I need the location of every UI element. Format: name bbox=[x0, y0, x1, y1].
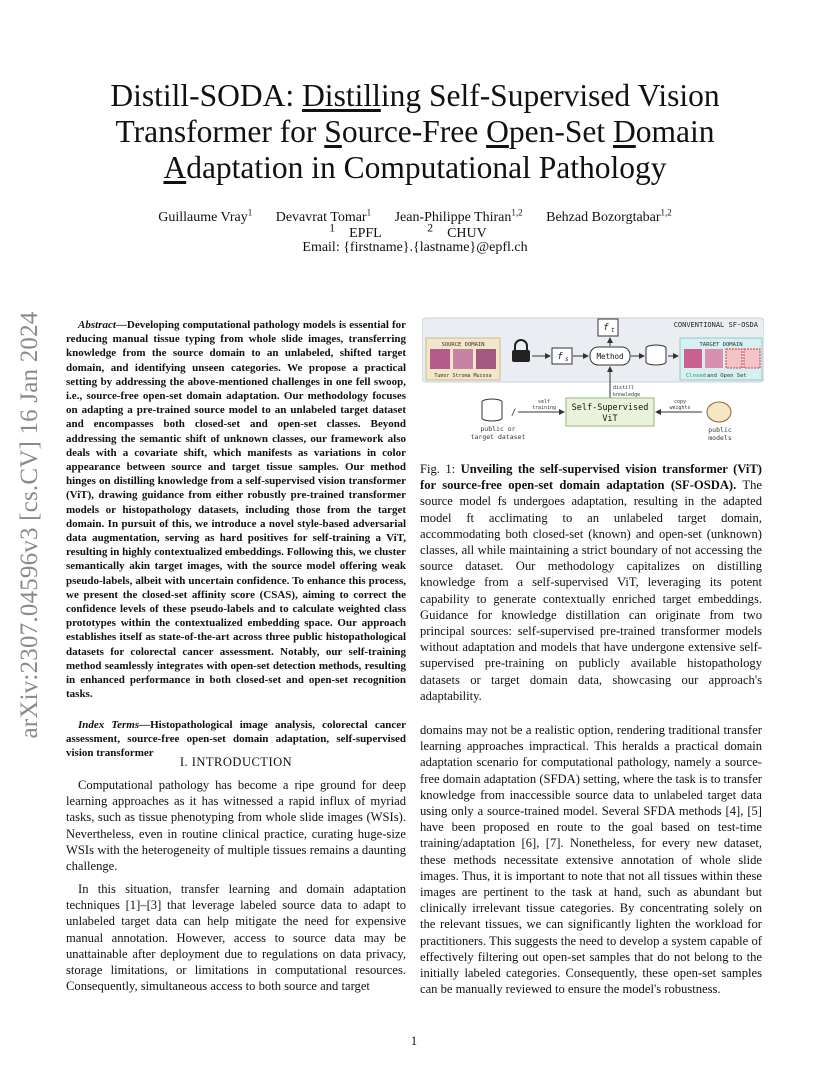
caption-bold: Unveiling the self-supervised vision transformer (ViT) for source-free open-set domain adaptation (SF-OSDA). bbox=[420, 462, 762, 493]
author: Devavrat Tomar$^1$ bbox=[275, 207, 372, 225]
dinosaur-icon bbox=[707, 402, 731, 422]
title-part: ing Self-Supervised Vision bbox=[380, 78, 720, 113]
target-tissue-image bbox=[705, 349, 723, 368]
public-label: public bbox=[708, 426, 732, 434]
ssvit-label: Self-Supervised bbox=[571, 403, 649, 413]
unknown-tissue-image bbox=[726, 349, 742, 368]
method-label: Method bbox=[596, 352, 624, 361]
affiliations bbox=[60, 221, 770, 242]
abstract-text: —Developing computational pathology models is essential for reducing manual tissue typing from whole slide images, transferring knowledge from the source domain to an unlabeled, shifted target domain, and identifying unseen categories. We propose a practical setting by addressing the above-mentioned challenges in one fell swoop, i.e., source-free open-set domain adaptation. Our methodology focuses on adapting a pre-trained source model to an unlabeled target dataset and encompasses both closed-set and open-set classes. Beyond addressing the semantic shift of unknown classes, our framework also deals with a covariate shift, which manifests as variations in color appearance between source and target tissue samples. Our method hinges on distilling knowledge from a self-supervised vision transformer (ViT), drawing guidance from either robustly pre-trained transformer models or histopathology datasets, including those from the target domain. In pursuit of this, we introduce a novel style-based adversarial data augmentation, serving as hard positives for self-training a ViT, resulting in highly contextualized embeddings. Following this, we cluster semantically akin target images, with the source model offering weak pseudo-labels, albeit with uncertain confidence. To enhance this process, we present the closed-set affinity score (CSAS), aiming to correct the confidence levels of these pseudo-labels and to calculate weighted class prototypes within the contextualized embedding space. Our approach establishes itself as state-of-the-art across three public histopathological datasets for colorectal cancer assessment. Notably, our self-training method seamlessly integrates with open-set detection methods, resulting in enhanced performance in both closed-set and open-set recognition tasks. bbox=[66, 319, 406, 701]
copy-label: copy bbox=[673, 399, 687, 405]
intro-paragraph-2: In this situation, transfer learning and domain adaptation techniques [1]–[3] that leverage labeled source data to adapt to unlabeled target data can help mitigate the need for expensive manual annotation. However, access to source data may be unattainable after deployment due to regulations on data privacy, storage limitations, or limitations in computational resources. Consequently, simultaneous access to both source and target bbox=[66, 882, 406, 994]
slash: / bbox=[511, 408, 517, 418]
title-part: ource-Free bbox=[341, 114, 487, 149]
title-part: pen-Set bbox=[508, 114, 613, 149]
target-tissue-image bbox=[684, 349, 702, 368]
training-label: training bbox=[531, 405, 557, 411]
title-part: Distill-SODA: bbox=[110, 78, 303, 113]
title-part: omain bbox=[635, 114, 715, 149]
models-label: models bbox=[708, 434, 732, 442]
author: Jean-Philippe Thiran$^{1,2}$ bbox=[394, 207, 523, 225]
abstract bbox=[66, 318, 406, 701]
page-number: 1 bbox=[410, 1034, 418, 1048]
ft-subscript: t bbox=[611, 327, 615, 334]
knowledge-label: knowledge bbox=[613, 392, 641, 398]
arxiv-id-text: arXiv:2307.04596v3 [cs.CV] 16 Jan 2024 bbox=[16, 311, 43, 739]
self-label: self bbox=[537, 399, 551, 405]
weights-label: weights bbox=[669, 405, 691, 411]
figure-caption bbox=[420, 461, 762, 704]
source-domain-label: SOURCE DOMAIN bbox=[441, 342, 485, 348]
ssvit-label-2: ViT bbox=[602, 414, 618, 424]
figure-1-diagram bbox=[422, 314, 764, 446]
title-part: A bbox=[163, 150, 187, 185]
ft-label: f bbox=[603, 323, 609, 333]
tissue-mucosa-image bbox=[476, 349, 496, 369]
body-paragraph: domains may not be a realistic option, rendering traditional transfer learning approaches impractical. This heralds a practical domain adaptation scenario for computational pathology, namely a source-free domain adaptation (SFDA) setting, where the task is to transfer knowledge from inaccessible source data to unlabeled target data using only a source-trained model. Several SFDA methods [4], [5] have been proposed en route to the goal based on test-time training/adaptation [6], [7]. Nonetheless, for every new dataset, these methods necessitate extensive annotation of whole slide images. Thus, it is important to note that not all tissues within these images are pertinent to the task at hand, such as abundant but clinically irrelevant tissue categories. By concentrating solely on the relevant tissues, we can significantly lighten the workload for practitioners. This suggests the need to develop a system capable of effectively filtering out open-set samples that do not belong to the initially labeled categories. Consequently, these open-set samples can be manually reviewed to ensure the model's robustness. bbox=[420, 723, 762, 997]
conventional-label: CONVENTIONAL SF-OSDA bbox=[673, 321, 758, 329]
title-part: Transformer for bbox=[115, 114, 325, 149]
closed-set-label: Closed bbox=[686, 373, 706, 379]
target-db-body bbox=[646, 348, 666, 365]
title-part: O bbox=[486, 114, 509, 149]
affiliation: $^1$ EPFL bbox=[329, 221, 382, 241]
caption-text: The source model fs undergoes adaptation, resulting in the adapted model ft acclimating to an unlabeled target domain, accommodating both closed-set (known) and open-set (unknown) classes, all while maintaining a strict boundary of not accessing the source dataset. Our methodology capitalizes on distilling knowledge from a self-supervised ViT, leveraging its potent capability to generate contextually enriched target embeddings. Guidance for knowledge distillation can originate from two principal sources: self-supervised pre-trained transformer models without adaptation and models that have undergone extensive self-supervised pre-training on publicly available histopathology datasets or target domain data, showcasing our approach's adaptability. bbox=[420, 478, 762, 703]
paper-title bbox=[70, 78, 760, 186]
tissue-tumor-image bbox=[430, 349, 450, 369]
lock-icon bbox=[512, 350, 530, 362]
tissue-stroma-image bbox=[453, 349, 473, 369]
index-terms-text: —Histopathological image analysis, colorectal cancer assessment, source-free open-set domain adaptation, self-supervised vision transformer bbox=[66, 719, 406, 760]
public-db-body bbox=[482, 402, 502, 421]
author-email: Email: {firstname}.{lastname}@epfl.ch bbox=[302, 240, 528, 255]
target-dataset-label: target dataset bbox=[470, 433, 526, 441]
title-part: daptation in Computational Pathology bbox=[186, 150, 667, 185]
title-part: S bbox=[324, 114, 342, 149]
source-classes: Tumor Stroma Mucosa bbox=[434, 373, 492, 379]
author: Guillaume Vray$^1$ bbox=[158, 207, 253, 225]
affiliation: $^2$ CHUV bbox=[427, 221, 487, 241]
public-or-label: public or bbox=[480, 425, 516, 433]
title-part: Distill bbox=[302, 78, 381, 113]
unknown-tissue-image bbox=[744, 349, 760, 368]
section-heading: I. INTRODUCTION bbox=[179, 755, 293, 769]
caption-label: Fig. 1: bbox=[420, 462, 461, 476]
target-domain-label: TARGET DOMAIN bbox=[699, 342, 743, 348]
index-terms-label: Index Terms bbox=[78, 719, 140, 731]
fs-label: f bbox=[557, 352, 563, 362]
author: Behzad Bozorgtabar$^{1,2}$ bbox=[546, 207, 672, 225]
title-part: D bbox=[612, 114, 636, 149]
distill-label: distill bbox=[613, 385, 635, 391]
fs-subscript: s bbox=[565, 356, 569, 363]
abstract-label: Abstract bbox=[78, 319, 116, 331]
arxiv-identifier bbox=[10, 290, 50, 760]
open-set-label: and Open Set bbox=[707, 373, 747, 379]
intro-paragraph-1: Computational pathology has become a ripe ground for deep learning approaches as it has witnessed a rapid influx of myriad tasks, such as tissue phenotyping from whole slide images (WSIs). Nevertheless, even in routine clinical practice, curating huge-size WSIs with the heterogeneity of multiple tissues remains a daunting challenge. bbox=[66, 778, 406, 874]
